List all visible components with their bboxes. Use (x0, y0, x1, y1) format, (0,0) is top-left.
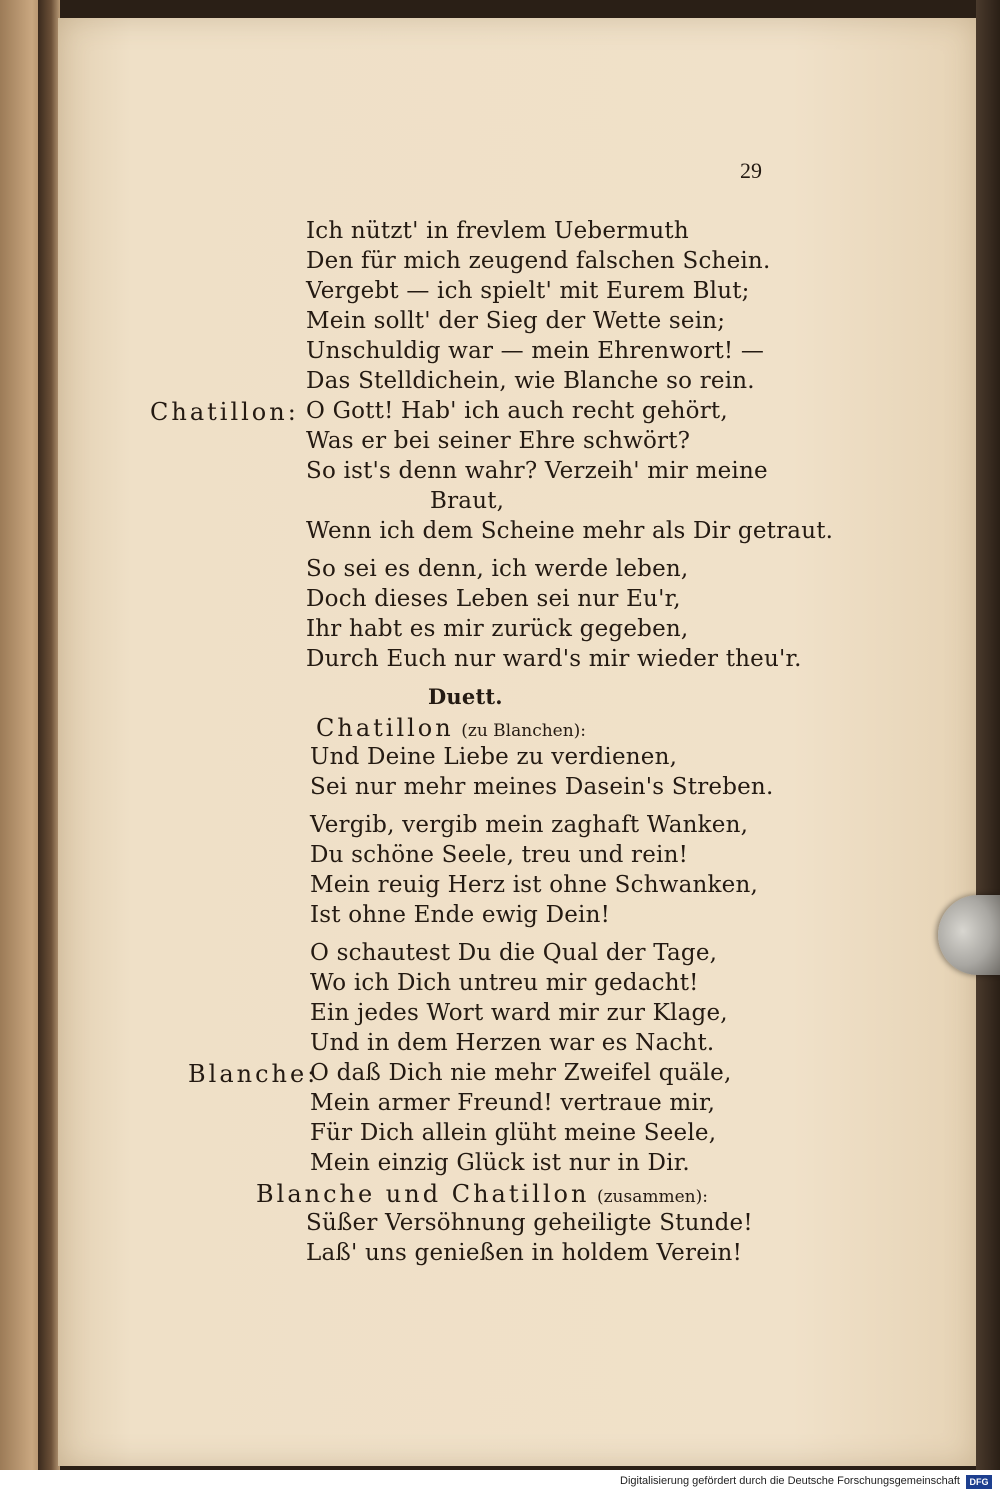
verse-line: Und Deine Liebe zu verdienen, (310, 744, 678, 770)
verse-line: Was er bei seiner Ehre schwört? (306, 428, 691, 454)
verse-line: Mein armer Freund! vertraue mir, (310, 1090, 716, 1116)
verse-line: Das Stelldichein, wie Blanche so rein. (306, 368, 755, 394)
verse-line: Vergib, vergib mein zaghaft Wanken, (310, 812, 749, 838)
verse-line: Für Dich allein glüht meine Seele, (310, 1120, 717, 1146)
verse-line: Mein reuig Herz ist ohne Schwanken, (310, 872, 758, 898)
verse-line: Mein einzig Glück ist nur in Dir. (310, 1150, 690, 1176)
verse-line: Durch Euch nur ward's mir wieder theu'r. (306, 646, 802, 672)
verse-line: Wenn ich dem Scheine mehr als Dir getraut. (306, 518, 834, 544)
verse-line: Laß' uns genießen in holdem Verein! (306, 1240, 743, 1266)
verse-line: Ich nützt' in frevlem Uebermuth (306, 218, 689, 244)
section-heading: Duett. (428, 684, 503, 709)
speaker-chatillon: Chatillon: (150, 398, 299, 426)
both-speaker-line (256, 1180, 708, 1208)
stage-direction: (zu Blanchen): (461, 721, 587, 741)
verse-line: Mein sollt' der Sieg der Wette sein; (306, 308, 726, 334)
verse-line: Unschuldig war — mein Ehrenwort! — (306, 338, 765, 364)
verse-line: Doch dieses Leben sei nur Eu'r, (306, 586, 681, 612)
speaker-chatillon: Chatillon (316, 714, 454, 742)
verse-line: Und in dem Herzen war es Nacht. (310, 1030, 715, 1056)
verse-line: So sei es denn, ich werde leben, (306, 556, 689, 582)
verse-line: Vergebt — ich spielt' mit Eurem Blut; (306, 278, 750, 304)
speaker-both: Blanche und Chatillon (256, 1180, 590, 1208)
verse-line: Den für mich zeugend falschen Schein. (306, 248, 771, 274)
verse-line: O daß Dich nie mehr Zweifel quäle, (310, 1060, 732, 1086)
funding-notice: Digitalisierung gefördert durch die Deutsche Forschungsgemeinschaft (620, 1475, 960, 1487)
verse-line: Ein jedes Wort ward mir zur Klage, (310, 1000, 728, 1026)
duett-speaker-line (316, 714, 586, 742)
verse-line: Braut, (430, 488, 505, 514)
verse-line: Ihr habt es mir zurück gegeben, (306, 616, 689, 642)
verse-line: So ist's denn wahr? Verzeih' mir meine (306, 458, 768, 484)
verse-line: Süßer Versöhnung geheiligte Stunde! (306, 1210, 753, 1236)
page-number: 29 (740, 158, 762, 183)
verse-line: Du schöne Seele, treu und rein! (310, 842, 689, 868)
dfg-logo: DFG (966, 1475, 992, 1489)
verse-line: Sei nur mehr meines Dasein's Streben. (310, 774, 774, 800)
verse-line: O Gott! Hab' ich auch recht gehört, (306, 398, 728, 424)
verse-line: Wo ich Dich untreu mir gedacht! (310, 970, 699, 996)
verse-line: O schautest Du die Qual der Tage, (310, 940, 718, 966)
verse-line: Ist ohne Ende ewig Dein! (310, 902, 611, 928)
speaker-blanche: Blanche: (188, 1060, 319, 1088)
book-gutter (38, 0, 60, 1470)
stage-direction: (zusammen): (596, 1187, 708, 1207)
book-cover-edge (976, 0, 1000, 1470)
